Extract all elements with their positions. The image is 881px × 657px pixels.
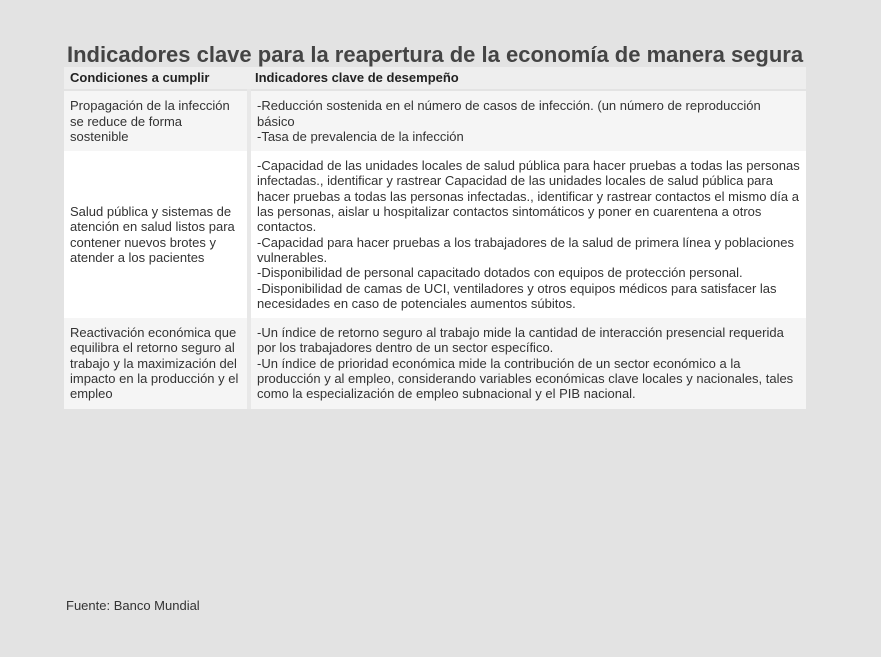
indicators-cell — [249, 90, 806, 151]
indicator-item: -Un índice de prioridad económica mide la contribución de un sector económico a la producción y al empleo, considerando variables económicas clave locales y nacionales, tales como la especialización de empleo subnacional y el PIB nacional. — [257, 355, 794, 402]
header-conditions: Condiciones a cumplir — [64, 67, 249, 90]
indicators-cell — [249, 318, 806, 408]
indicators-cell — [249, 151, 806, 318]
source-note: Fuente: Banco Mundial — [66, 598, 200, 613]
indicator-item: -Tasa de prevalencia de la infección — [257, 128, 464, 144]
table-row — [64, 318, 806, 408]
table-row — [64, 90, 806, 151]
table-header-row — [64, 67, 806, 90]
indicator-item: -Un índice de retorno seguro al trabajo mide la cantidad de interacción presencial requerida por los trabajadores dentro de un sector específico. — [257, 325, 784, 356]
table-row — [64, 151, 806, 318]
indicator-item: -Disponibilidad de personal capacitado dotados con equipos de protección personal. — [257, 265, 743, 281]
header-indicators: Indicadores clave de desempeño — [249, 67, 806, 90]
indicator-item: -Capacidad de las unidades locales de salud pública para hacer pruebas a todas las personas infectadas., identificar y rastrear Capacidad de las unidades locales de salud pública para hacer pruebas a todas las personas infectadas., identificar y rastrear contactos el mismo día a las personas, aislar u hospitalizar contactos sintomáticos y poner en cuarentena a otros contactos. — [257, 158, 800, 235]
indicator-item: -Reducción sostenida en el número de casos de infección. (un número de reproducción básico — [257, 98, 761, 129]
indicators-table — [64, 67, 806, 409]
condition-cell: Reactivación económica que equilibra el retorno seguro al trabajo y la maximización del impacto en la producción y el empleo — [64, 318, 249, 408]
page-title: Indicadores clave para la reapertura de la economía de manera segura — [67, 42, 804, 67]
indicator-item: -Capacidad para hacer pruebas a los trabajadores de la salud de primera línea y poblaciones vulnerables. — [257, 234, 794, 265]
indicator-item: -Disponibilidad de camas de UCI, ventiladores y otros equipos médicos para satisfacer las necesidades en caso de potenciales aumentos súbitos. — [257, 280, 777, 311]
condition-cell: Salud pública y sistemas de atención en salud listos para contener nuevos brotes y atender a los pacientes — [64, 151, 249, 318]
condition-cell: Propagación de la infección se reduce de forma sostenible — [64, 90, 249, 151]
